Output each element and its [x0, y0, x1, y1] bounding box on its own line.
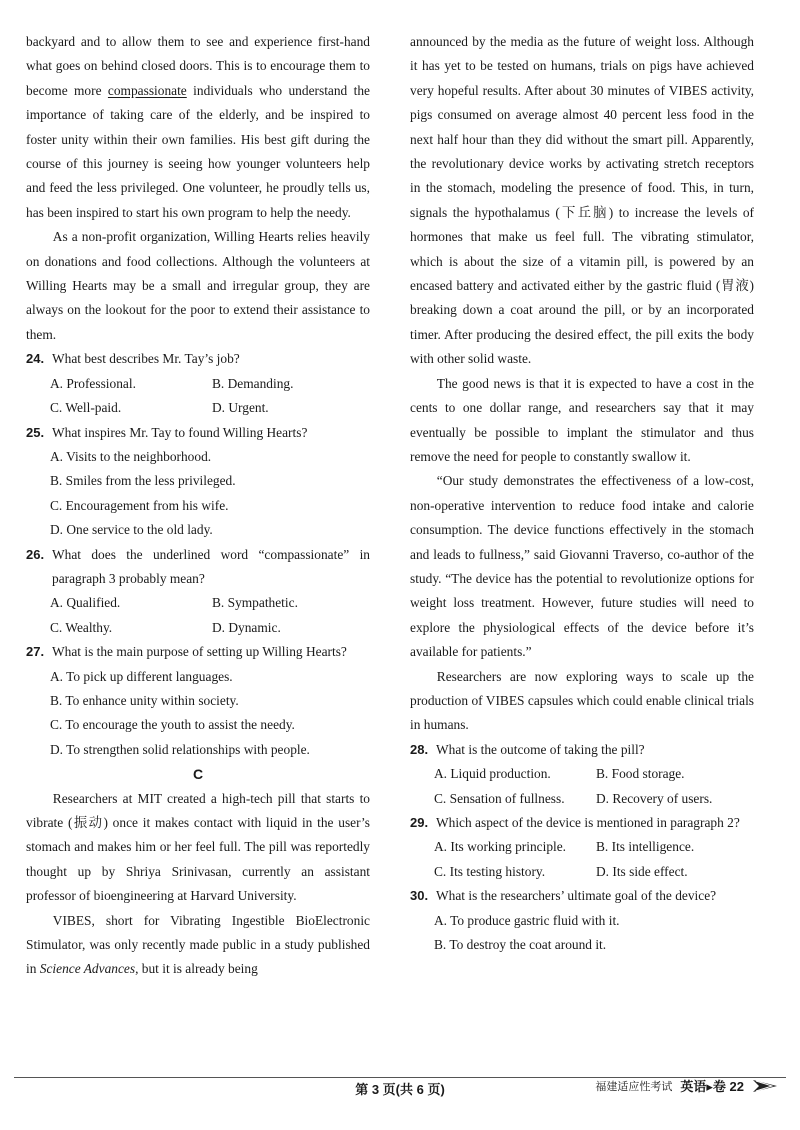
journal-title: Science Advances [39, 961, 136, 977]
paragraph-continuation: backyard and to allow them to see and experience first-hand what goes on behind closed doors. This is to encourage them to become more compassionate individuals who understand the importance of taking care of the elderly, and be inspired to foster unity within their own families. His best gift during the course of this journey is seeing how younger volunteers help and feed the less privileged. One volunteer, he proudly tells us, has been inspired to start his own program to help the needy. [26, 34, 370, 220]
option-b: B. To enhance unity within society. [50, 692, 239, 708]
left-column [26, 30, 370, 982]
exam-name: 福建适应性考试 [595, 1080, 673, 1093]
paragraph-nonprofit: As a non-profit organization, Willing Hearts relies heavily on donations and food collections. Although the volunteers at Willing Hearts may be a small and irregular group, they are always on the lookout for the poor to extend their assistance to them. [26, 229, 370, 342]
paragraph-quote: “Our study demonstrates the effectiveness of a low-cost, non-operative intervention to reduce food intake and calorie consumption. The device functions effectively in the stomach and leads to fullness,” said Giovanni Traverso, co-author of the study. “The device has the potential to revolutionize options for weight loss treatment. However, future studies will need to explore the physiological effects of the device before it’s available for patients.” [410, 473, 754, 660]
option-a: A. To produce gastric fluid with it. [434, 912, 620, 928]
option-b: B. Its intelligence. [596, 839, 695, 855]
option-d: D. Urgent. [212, 400, 269, 416]
question-30: 30. What is the researchers’ ultimate goal of the device? A. To produce gastric fluid with it. B. To destroy the coat around it. [410, 884, 754, 957]
question-28: 28. What is the outcome of taking the pill? A. Liquid production. B. Food storage. C. Sensation of fullness. D. Recovery of users. [410, 738, 754, 811]
option-b: B. To destroy the coat around it. [434, 937, 607, 953]
option-c: C. Well-paid. [50, 400, 122, 416]
paragraph-good-news: The good news is that it is expected to have a cost in the cents to one dollar range, and researchers say that it may eventually be possible to implant the stimulator and thus remove the need for people to constantly swallow it. [410, 375, 754, 464]
question-25: 25. What inspires Mr. Tay to found Willing Hearts? A. Visits to the neighborhood. B. Smiles from the less privileged. C. Encouragement from his wife. D. One service to the old lady. [26, 421, 370, 543]
question-27: 27. What is the main purpose of setting up Willing Hearts? A. To pick up different languages. B. To enhance unity within society. C. To encourage the youth to assist the needy. D. To strengthen solid relationships with people. [26, 640, 370, 762]
option-b: B. Smiles from the less privileged. [50, 473, 236, 489]
question-29: 29. Which aspect of the device is mentioned in paragraph 2? A. Its working principle. B. Its intelligence. C. Its testing history. D. Its side effect. [410, 811, 754, 884]
paragraph-c2: VIBES, short for Vibrating Ingestible BioElectronic Stimulator, was only recently made public in a study published in Science Advances, but it is already being [26, 912, 370, 977]
paper-code: 英语▸卷 22 [680, 1079, 744, 1094]
option-c: C. Encouragement from his wife. [50, 497, 229, 513]
option-b: B. Food storage. [596, 766, 685, 782]
option-a: A. Its working principle. [434, 839, 567, 855]
option-d: D. Dynamic. [212, 619, 281, 635]
question-24: 24. What best describes Mr. Tay’s job? A. Professional. B. Demanding. C. Well-paid. D. Urgent. [26, 347, 370, 420]
option-d: D. Its side effect. [596, 863, 688, 879]
option-d: D. One service to the old lady. [50, 522, 213, 538]
section-heading-c: C [192, 766, 204, 783]
option-a: A. Liquid production. [434, 766, 551, 782]
option-a: A. Professional. [50, 375, 136, 391]
paragraph-continuation: announced by the media as the future of weight loss. Although it has yet to be tested on humans, trials on pigs have achieved very hopeful results. After about 30 minutes of VIBES activity, pigs consumed on average almost 40 percent less food in the next half hour than they did without the smart pill. Apparently, the revolutionary device works by activating stretch receptors in the stomach, modeling the presence of food. This, in turn, signals the hypothalamus (下丘脑) to increase the levels of hormones that make us feel full. The vibrating stimulator, which is about the size of a vitamin pill, is powered by an encased battery and activated either by the gastric fluid (胃液) breaking down a coat around the pill, or by an incorporated timer. After producing the desired effect, the pill exits the body with other solid waste. [410, 34, 754, 367]
paragraph-c1: Researchers at MIT created a high-tech pill that starts to vibrate (振动) once it makes contact with liquid in the user’s stomach and makes him or her feel full. The pill was reportedly thought up by Shriya Srinivasan, currently an assistant professor of bioengineering at Harvard University. [26, 790, 370, 904]
underlined-word: compassionate [107, 82, 187, 98]
right-column [410, 30, 754, 957]
option-b: B. Demanding. [212, 375, 294, 391]
option-d: D. Recovery of users. [596, 790, 713, 806]
arrow-logo-icon [752, 1078, 778, 1094]
option-a: A. To pick up different languages. [50, 668, 233, 684]
option-c: C. Sensation of fullness. [434, 790, 565, 806]
option-a: A. Visits to the neighborhood. [50, 448, 212, 464]
footer-brand [595, 1076, 778, 1095]
option-c: C. Its testing history. [434, 863, 546, 879]
option-c: C. Wealthy. [50, 619, 113, 635]
option-d: D. To strengthen solid relationships with people. [50, 741, 310, 757]
paragraph-scale-up: Researchers are now exploring ways to scale up the production of VIBES capsules which could enable clinical trials in humans. [410, 668, 754, 733]
option-b: B. Sympathetic. [212, 595, 298, 611]
option-a: A. Qualified. [50, 595, 121, 611]
option-c: C. To encourage the youth to assist the needy. [50, 717, 295, 733]
question-26: 26. What does the underlined word “compassionate” in paragraph 3 probably mean? A. Qualified. B. Sympathetic. C. Wealthy. D. Dynamic. [26, 543, 370, 641]
page-number: 第 3 页(共 6 页) [355, 1082, 445, 1097]
